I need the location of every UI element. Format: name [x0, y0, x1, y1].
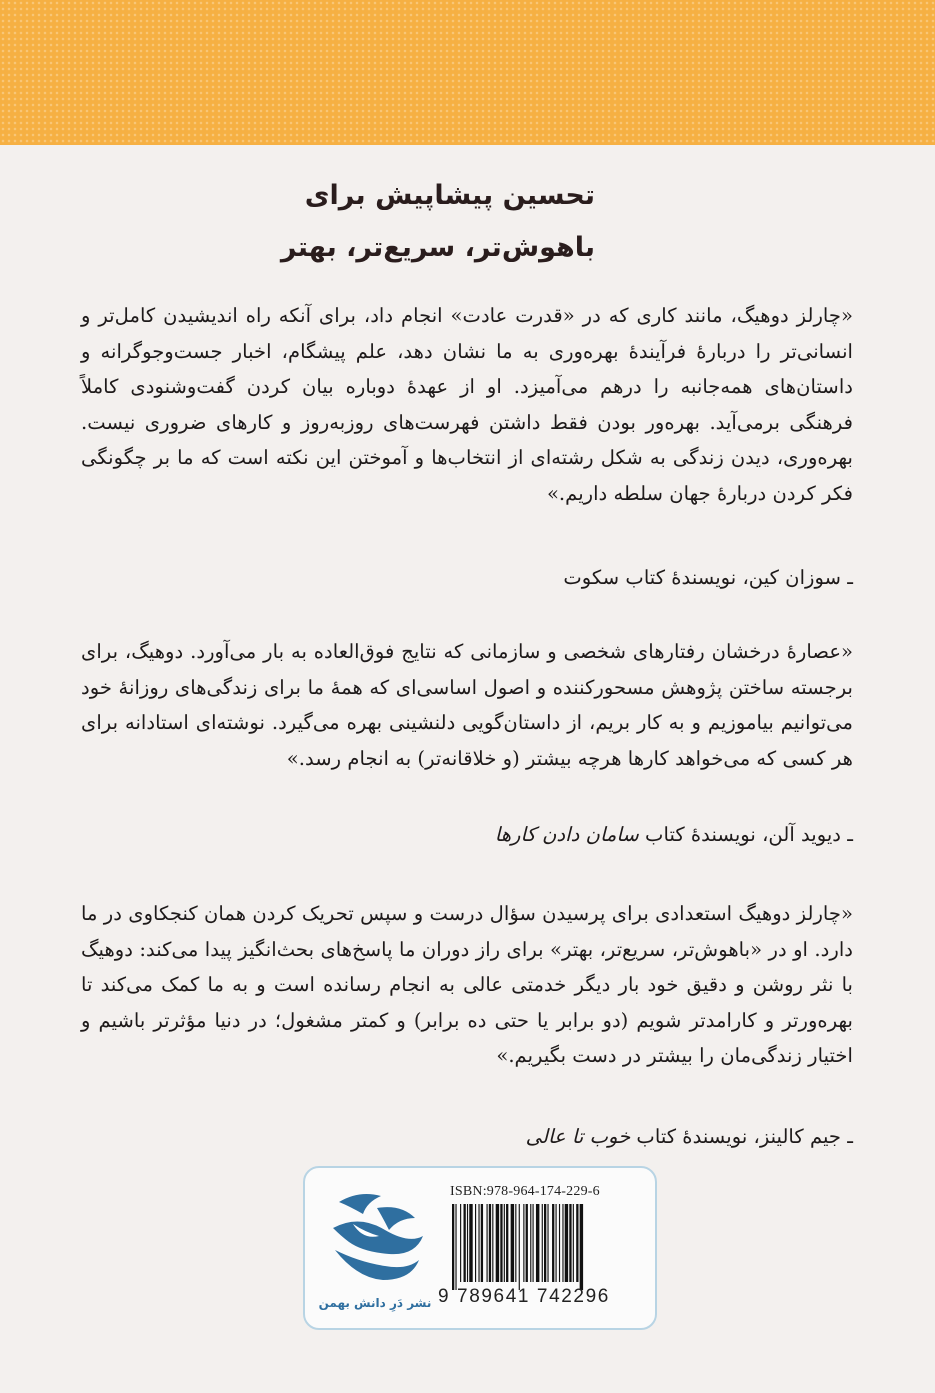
barcode-bar — [504, 1204, 505, 1282]
barcode-box — [303, 1166, 657, 1330]
barcode-bar — [542, 1204, 543, 1282]
barcode-bar — [530, 1204, 531, 1282]
barcode-bar — [523, 1204, 524, 1282]
barcode-bar — [481, 1204, 483, 1282]
blurb-text: «چارلز دوهیگ استعدادی برای پرسیدن سؤال درست و سپس تحریک کردن همان کنجکاوی در ما دارد. او در «باهوش‌تر، سریع‌تر، بهتر» برای راز دوران ما پاسخ‌های بحث‌انگیز پیدا می‌کند: دوهیگ با نثر روشن و دقیق خود بار دیگر خدمتی عالی به انجام رسانده است و به ما کمک می‌کند تا بهره‌ورتر و کارامدتر شویم (دو برابر یا حتی ده برابر) و کمتر مشغول؛ در دنیا مؤثرتر باشیم و اختیار زندگی‌مان را بیشتر در دست بگیریم.» — [81, 902, 853, 1067]
blurb-text: «چارلز دوهیگ، مانند کاری که در «قدرت عادت» انجام داد، برای آنکه راه اندیشیدن کامل‌تر و انسانی‌تر را دربارهٔ فرآیندهٔ بهره‌وری به ما نشان دهد، علم پیشگام، اخبار جست‌وجوگرانه و داستان‌های همه‌جانبه را درهم می‌آمیزد. او از عهدهٔ دوباره بیان کردن گفت‌وشنودی کاملاً فرهنگی برمی‌آید. بهره‌ور بودن فقط داشتن فهرست‌های روزبه‌روز و کارهای ضروری نیست. بهره‌وری، دیدن زندگی به شکل رشته‌ای از انتخاب‌ها و آموختن این نکته است که ما بر چگونگی فکر کردن دربارهٔ جهان سلطه داریم.» — [81, 304, 854, 505]
barcode-bar — [478, 1204, 479, 1282]
barcode-bar — [533, 1204, 534, 1282]
publisher-logo-icon — [319, 1184, 431, 1294]
attribution-book: خوب تا عالی — [525, 1125, 631, 1148]
barcode-bar — [544, 1204, 546, 1282]
barcode-bar — [487, 1204, 488, 1282]
barcode-bar — [489, 1204, 491, 1282]
barcode-bar — [569, 1204, 571, 1282]
barcode-bar — [576, 1204, 578, 1282]
blurb-text: «عصارهٔ درخشان رفتارهای شخصی و سازمانی که نتایج فوق‌العاده به بار می‌آورد. دوهیگ، برای برجسته ساختن پژوهش مسحورکننده و اصول اساسی‌ای که همهٔ ما برای زندگی‌های روزانهٔ خود می‌توانیم بیاموزیم و به کار بریم، از داستان‌گویی دلنشینی بهره می‌گیرد. نوشته‌ای استادانه برای هر کسی که می‌خواهد کارها هرچه بیشتر (و خلاقانه‌تر) به انجام رسد.» — [81, 640, 853, 770]
barcode-bar — [464, 1204, 466, 1282]
isbn-text: ISBN:978-964-174-229-6 — [450, 1184, 600, 1199]
barcode-bar — [452, 1204, 454, 1290]
barcode — [438, 1178, 640, 1316]
barcode-bar — [515, 1204, 516, 1282]
book-title: باهوش‌تر، سریع‌تر، بهتر — [280, 232, 595, 263]
attribution-author: ـ جیم کالینز، نویسندهٔ کتاب — [630, 1125, 853, 1148]
barcode-bar — [467, 1204, 468, 1282]
barcode-bar — [455, 1204, 456, 1290]
barcode-bar — [475, 1204, 476, 1282]
barcode-bar — [580, 1204, 583, 1290]
attribution-author: ـ سوزان کین، نویسندهٔ کتاب سکوت — [563, 566, 853, 589]
barcode-bars — [452, 1204, 632, 1290]
barcode-bar — [519, 1204, 520, 1290]
blurb-attribution — [81, 1125, 853, 1148]
barcode-bar — [559, 1204, 560, 1282]
attribution-book: سامان دادن کارها — [494, 823, 639, 846]
barcode-bar — [536, 1204, 539, 1282]
barcode-bar — [526, 1204, 528, 1282]
barcode-bar — [556, 1204, 557, 1282]
blurb-attribution — [81, 823, 853, 846]
barcode-bar — [492, 1204, 493, 1282]
blurb-attribution — [81, 566, 853, 589]
barcode-bar — [460, 1204, 461, 1282]
barcode-digits: 9 789641 742296 — [438, 1286, 610, 1307]
publisher-name: نشر دَرِ دانش بهمن — [318, 1296, 432, 1310]
page-title: تحسین پیشاپیش برای — [304, 180, 595, 211]
barcode-bar — [500, 1204, 502, 1282]
barcode-bar — [469, 1204, 472, 1282]
barcode-bar — [562, 1204, 563, 1282]
barcode-bar — [547, 1204, 548, 1282]
barcode-bar — [496, 1204, 499, 1282]
barcode-bar — [506, 1204, 508, 1282]
barcode-bar — [552, 1204, 554, 1282]
barcode-bar — [511, 1204, 514, 1282]
barcode-bar — [573, 1204, 574, 1282]
barcode-bar — [565, 1204, 568, 1282]
header-band — [0, 0, 935, 145]
attribution-author: ـ دیوید آلن، نویسندهٔ کتاب — [638, 823, 853, 846]
